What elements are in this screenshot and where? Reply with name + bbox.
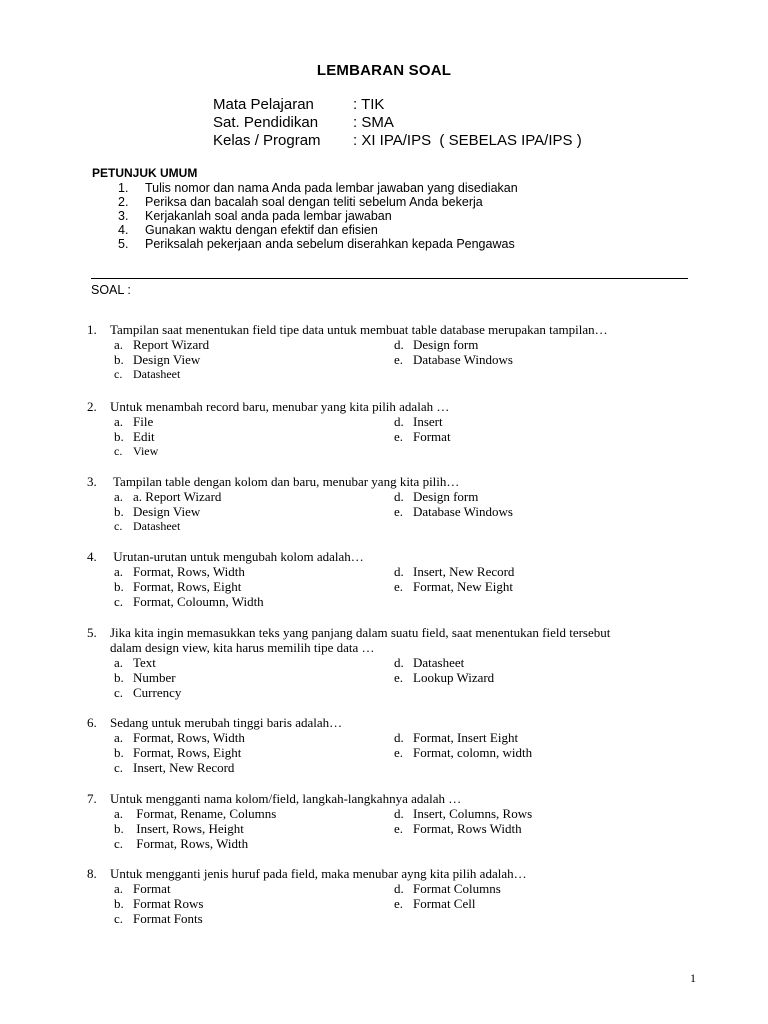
option-a: a. Format, Rows, Width (114, 730, 245, 745)
instructions-list (118, 181, 518, 251)
question-text-continued: dalam design view, kita harus memilih tipe data … (110, 640, 375, 655)
option-b: b. Number (114, 670, 176, 685)
instruction-number: 2. (118, 195, 129, 209)
option-c: c. View (114, 444, 159, 458)
option-c: c. Insert, New Record (114, 760, 235, 775)
info-value: : XI IPA/IPS ( SEBELAS IPA/IPS ) (353, 132, 582, 149)
instruction-text: Tulis nomor dan nama Anda pada lembar jawaban yang disediakan (145, 181, 518, 195)
option-b: b. Format, Rows, Eight (114, 745, 242, 760)
instruction-text: Kerjakanlah soal anda pada lembar jawaban (145, 209, 392, 223)
question-7 (87, 791, 533, 851)
option-d: d. Design form (394, 337, 479, 352)
instruction-number: 3. (118, 209, 129, 223)
option-a: a. File (114, 414, 154, 429)
question-number: 8. (87, 866, 97, 881)
instruction-item (118, 237, 518, 251)
question-4 (87, 549, 515, 609)
option-e: e. Format (394, 429, 451, 444)
option-d: d. Insert, New Record (394, 564, 515, 579)
option-a: a. Format, Rename, Columns (114, 806, 277, 821)
info-label: Sat. Pendidikan (213, 114, 319, 131)
option-e: e. Format, New Eight (394, 579, 514, 594)
question-number: 2. (87, 399, 97, 414)
option-c: c. Format, Coloumn, Width (114, 594, 264, 609)
exam-info (213, 96, 582, 150)
question-2 (87, 399, 449, 459)
option-e: e. Format, Rows Width (394, 821, 522, 836)
info-value: : TIK (353, 96, 385, 113)
option-b: b. Edit (114, 429, 155, 444)
question-text: Untuk mengganti jenis huruf pada field, maka menubar ayng kita pilih adalah… (110, 866, 527, 881)
option-b: b. Format Rows (114, 896, 204, 911)
option-c: c. Datasheet (114, 367, 181, 381)
question-text: Sedang untuk merubah tinggi baris adalah… (110, 715, 343, 730)
info-row-subject (213, 96, 582, 114)
instruction-text: Periksalah pekerjaan anda sebelum diserahkan kepada Pengawas (145, 237, 515, 251)
question-number: 3. (87, 474, 97, 489)
option-d: d. Format, Insert Eight (394, 730, 519, 745)
instruction-text: Gunakan waktu dengan efektif dan efisien (145, 223, 378, 237)
page-number: 1 (690, 971, 696, 985)
instruction-item (118, 209, 518, 223)
question-text: Jika kita ingin memasukkan teks yang panjang dalam suatu field, saat menentukan field tersebut (110, 625, 611, 640)
option-a: a. Format, Rows, Width (114, 564, 245, 579)
question-number: 5. (87, 625, 97, 640)
instruction-number: 5. (118, 237, 129, 251)
option-e: e. Format Cell (394, 896, 476, 911)
question-number: 6. (87, 715, 97, 730)
question-text: Untuk mengganti nama kolom/field, langkah-langkahnya adalah … (110, 791, 462, 806)
option-a: a. Format (114, 881, 171, 896)
option-c: c. Format, Rows, Width (114, 836, 249, 851)
option-b: b. Format, Rows, Eight (114, 579, 242, 594)
question-text: Tampilan table dengan kolom dan baru, menubar yang kita pilih… (110, 474, 460, 489)
option-c: c. Currency (114, 685, 182, 700)
option-d: d. Format Columns (394, 881, 501, 896)
question-8 (87, 866, 527, 926)
info-label: Kelas / Program (213, 132, 321, 149)
question-number: 7. (87, 791, 97, 806)
instruction-item (118, 195, 518, 209)
option-a: a. Report Wizard (114, 337, 210, 352)
instruction-number: 4. (118, 223, 129, 237)
option-d: d. Datasheet (394, 655, 465, 670)
option-e: e. Database Windows (394, 504, 513, 519)
question-1 (87, 322, 608, 382)
option-b: b. Design View (114, 352, 201, 367)
instructions-heading: PETUNJUK UMUM (92, 166, 198, 180)
page-title: LEMBARAN SOAL (316, 62, 452, 79)
option-e: e. Database Windows (394, 352, 513, 367)
question-6 (87, 715, 533, 775)
question-number: 1. (87, 322, 97, 337)
question-5 (87, 625, 610, 700)
option-c: c. Datasheet (114, 519, 181, 533)
option-d: d. Design form (394, 489, 479, 504)
question-3 (87, 474, 513, 534)
question-number: 4. (87, 549, 97, 564)
question-text: Tampilan saat menentukan field tipe data untuk membuat table database merupakan tampilan… (110, 322, 608, 337)
divider (91, 278, 688, 279)
instruction-item (118, 223, 518, 237)
info-value: : SMA (353, 114, 394, 131)
option-e: e. Lookup Wizard (394, 670, 495, 685)
question-text: Untuk menambah record baru, menubar yang kita pilih adalah … (110, 399, 450, 414)
info-label: Mata Pelajaran (213, 96, 314, 113)
option-e: e. Format, colomn, width (394, 745, 533, 760)
option-c: c. Format Fonts (114, 911, 203, 926)
option-b: b. Insert, Rows, Height (114, 821, 244, 836)
info-row-class (213, 132, 582, 150)
instruction-text: Periksa dan bacalah soal dengan teliti sebelum Anda bekerja (145, 195, 483, 209)
option-a: a. Text (114, 655, 156, 670)
questions-heading: SOAL : (91, 283, 131, 297)
option-d: d. Insert, Columns, Rows (394, 806, 533, 821)
option-b: b. Design View (114, 504, 201, 519)
option-d: d. Insert (394, 414, 443, 429)
question-text: Urutan-urutan untuk mengubah kolom adalah… (110, 549, 364, 564)
option-a: a. a. Report Wizard (114, 489, 222, 504)
info-row-school-level (213, 114, 582, 132)
instruction-number: 1. (118, 181, 129, 195)
instruction-item (118, 181, 518, 195)
